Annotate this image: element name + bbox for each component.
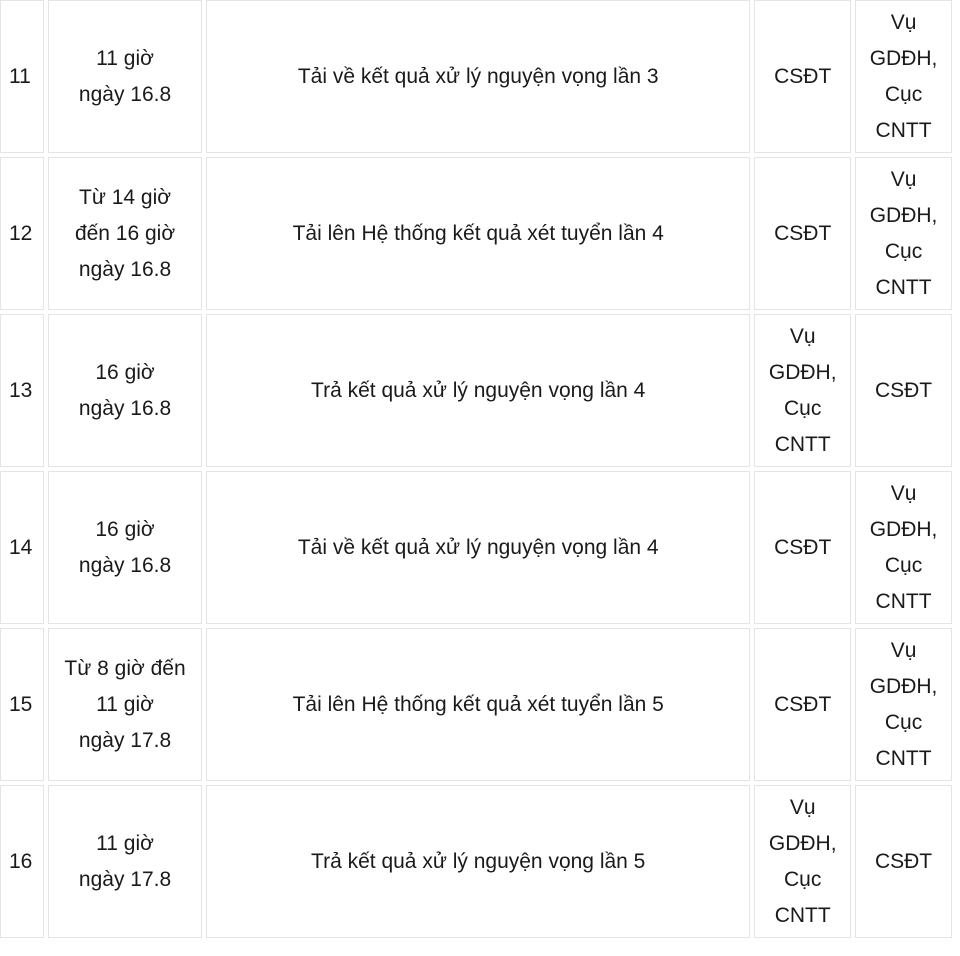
row-number-cell: 11 (0, 0, 44, 153)
responsible-cell-line: CSĐT (774, 692, 832, 716)
time-cell-line: 16 giờ (95, 517, 155, 541)
table-row (0, 157, 952, 310)
coordinate-cell (855, 157, 952, 310)
coordinate-cell (855, 471, 952, 624)
responsible-cell (754, 0, 851, 153)
coordinate-cell (855, 0, 952, 153)
time-cell-line: 16 giờ (95, 360, 155, 384)
time-cell (48, 628, 202, 781)
time-cell-line: ngày 16.8 (78, 82, 172, 106)
coordinate-cell-line: Cục (884, 553, 923, 577)
responsible-cell-line: CNTT (774, 432, 831, 456)
task-cell: Trả kết quả xử lý nguyện vọng lần 4 (206, 314, 750, 467)
responsible-cell (754, 314, 851, 467)
task-cell: Tải lên Hệ thống kết quả xét tuyển lần 4 (206, 157, 750, 310)
responsible-cell (754, 471, 851, 624)
task-cell: Trả kết quả xử lý nguyện vọng lần 5 (206, 785, 750, 938)
responsible-cell-line: CSĐT (774, 535, 832, 559)
time-cell (48, 0, 202, 153)
coordinate-cell-line: Cục (884, 710, 923, 734)
row-number-cell: 15 (0, 628, 44, 781)
time-cell-line: ngày 17.8 (78, 867, 172, 891)
coordinate-cell-line: GDĐH, (869, 203, 938, 227)
row-number-cell: 13 (0, 314, 44, 467)
time-cell-line: 11 giờ (96, 692, 154, 716)
time-cell-line: ngày 17.8 (78, 728, 172, 752)
task-cell: Tải về kết quả xử lý nguyện vọng lần 3 (206, 0, 750, 153)
coordinate-cell-line: CNTT (875, 589, 932, 613)
time-cell-line: 11 giờ (96, 831, 154, 855)
responsible-cell-line: GDĐH, (768, 360, 837, 384)
responsible-cell (754, 157, 851, 310)
coordinate-cell-line: Cục (884, 82, 923, 106)
coordinate-cell-line: CNTT (875, 275, 932, 299)
coordinate-cell-line: GDĐH, (869, 674, 938, 698)
table-row (0, 0, 952, 153)
responsible-cell-line: GDĐH, (768, 831, 837, 855)
coordinate-cell-line: GDĐH, (869, 517, 938, 541)
time-cell-line: đến 16 giờ (74, 221, 176, 245)
coordinate-cell-line: CNTT (875, 746, 932, 770)
row-number-cell: 12 (0, 157, 44, 310)
responsible-cell-line: Vụ (789, 795, 816, 819)
coordinate-cell (855, 628, 952, 781)
responsible-cell (754, 785, 851, 938)
responsible-cell-line: Cục (784, 396, 822, 420)
responsible-cell-line: CSĐT (774, 221, 832, 245)
time-cell (48, 314, 202, 467)
table-row (0, 785, 952, 938)
time-cell (48, 471, 202, 624)
time-cell (48, 157, 202, 310)
row-number-cell: 16 (0, 785, 44, 938)
coordinate-cell-line: Cục (884, 239, 923, 263)
responsible-cell-line: Vụ (789, 324, 816, 348)
responsible-cell-line: CSĐT (774, 64, 832, 88)
time-cell-line: Từ 8 giờ đến (64, 656, 186, 680)
coordinate-cell-line: Vụ (890, 10, 917, 34)
row-number-cell: 14 (0, 471, 44, 624)
coordinate-cell-line: CNTT (875, 118, 932, 142)
task-cell: Tải lên Hệ thống kết quả xét tuyển lần 5 (206, 628, 750, 781)
coordinate-cell-line: GDĐH, (869, 46, 938, 70)
time-cell-line: ngày 16.8 (78, 396, 172, 420)
responsible-cell-line: CNTT (774, 903, 831, 927)
time-cell-line: ngày 16.8 (78, 553, 172, 577)
coordinate-cell-line: CSĐT (874, 849, 933, 873)
responsible-cell-line: Cục (784, 867, 822, 891)
coordinate-cell-line: Vụ (890, 167, 917, 191)
time-cell-line: Từ 14 giờ (79, 185, 172, 209)
table-row (0, 471, 952, 624)
coordinate-cell-line: Vụ (890, 638, 917, 662)
task-cell: Tải về kết quả xử lý nguyện vọng lần 4 (206, 471, 750, 624)
time-cell-line: ngày 16.8 (78, 257, 172, 281)
coordinate-cell (855, 785, 952, 938)
table-row (0, 314, 952, 467)
coordinate-cell (855, 314, 952, 467)
coordinate-cell-line: CSĐT (874, 378, 933, 402)
responsible-cell (754, 628, 851, 781)
table-row (0, 628, 952, 781)
coordinate-cell-line: Vụ (890, 481, 917, 505)
time-cell (48, 785, 202, 938)
time-cell-line: 11 giờ (96, 46, 154, 70)
